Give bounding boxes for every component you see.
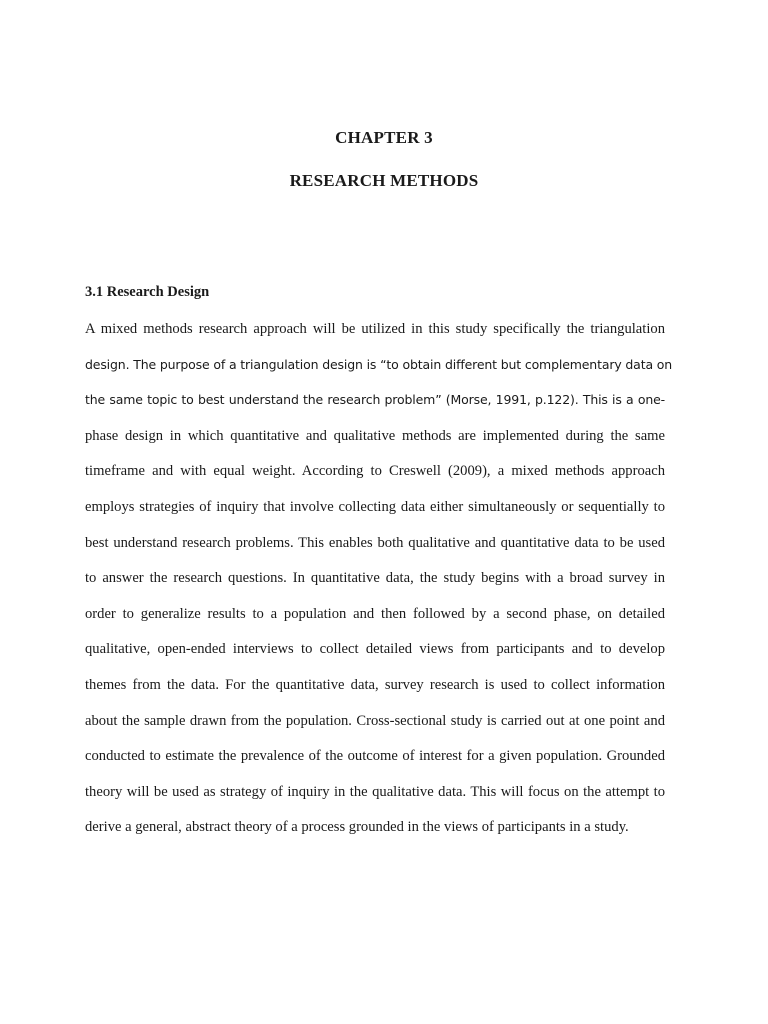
paragraph-line: timeframe and with equal weight. According to Creswell (2009), a mixed methods approach	[85, 463, 665, 480]
paragraph-line: best understand research problems. This enables both qualitative and quantitative data to be used	[85, 534, 665, 551]
paragraph-line: design. The purpose of a triangulation design is “to obtain different but complementary data on	[85, 356, 673, 372]
chapter-number: CHAPTER 3	[335, 128, 433, 147]
paragraph-line: qualitative, open-ended interviews to collect detailed views from participants and to develop	[85, 641, 665, 658]
paragraph-line: employs strategies of inquiry that involve collecting data either simultaneously or sequentially to	[85, 498, 665, 515]
body-paragraph	[85, 318, 673, 852]
paragraph-line: order to generalize results to a population and then followed by a second phase, on detailed	[85, 605, 665, 622]
paragraph-line: A mixed methods research approach will be utilized in this study specifically the triangulation	[85, 321, 665, 337]
section-heading: 3.1 Research Design	[85, 284, 210, 300]
paragraph-line: theory will be used as strategy of inquiry in the qualitative data. This will focus on the attempt to	[85, 783, 665, 800]
paragraph-line: themes from the data. For the quantitative data, survey research is used to collect information	[85, 676, 665, 693]
paragraph-line: derive a general, abstract theory of a process grounded in the views of participants in a study.	[85, 819, 629, 836]
paragraph-line: about the sample drawn from the population. Cross-sectional study is carried out at one point and	[85, 712, 665, 729]
paragraph-line: to answer the research questions. In quantitative data, the study begins with a broad survey in	[85, 570, 665, 587]
paragraph-line: the same topic to best understand the research problem” (Morse, 1991, p.122). This is a one-	[85, 392, 665, 408]
paragraph-line: conducted to estimate the prevalence of the outcome of interest for a given population. Grounded	[85, 748, 665, 765]
paragraph-line: phase design in which quantitative and qualitative methods are implemented during the same	[85, 427, 665, 444]
chapter-title: RESEARCH METHODS	[289, 171, 479, 190]
